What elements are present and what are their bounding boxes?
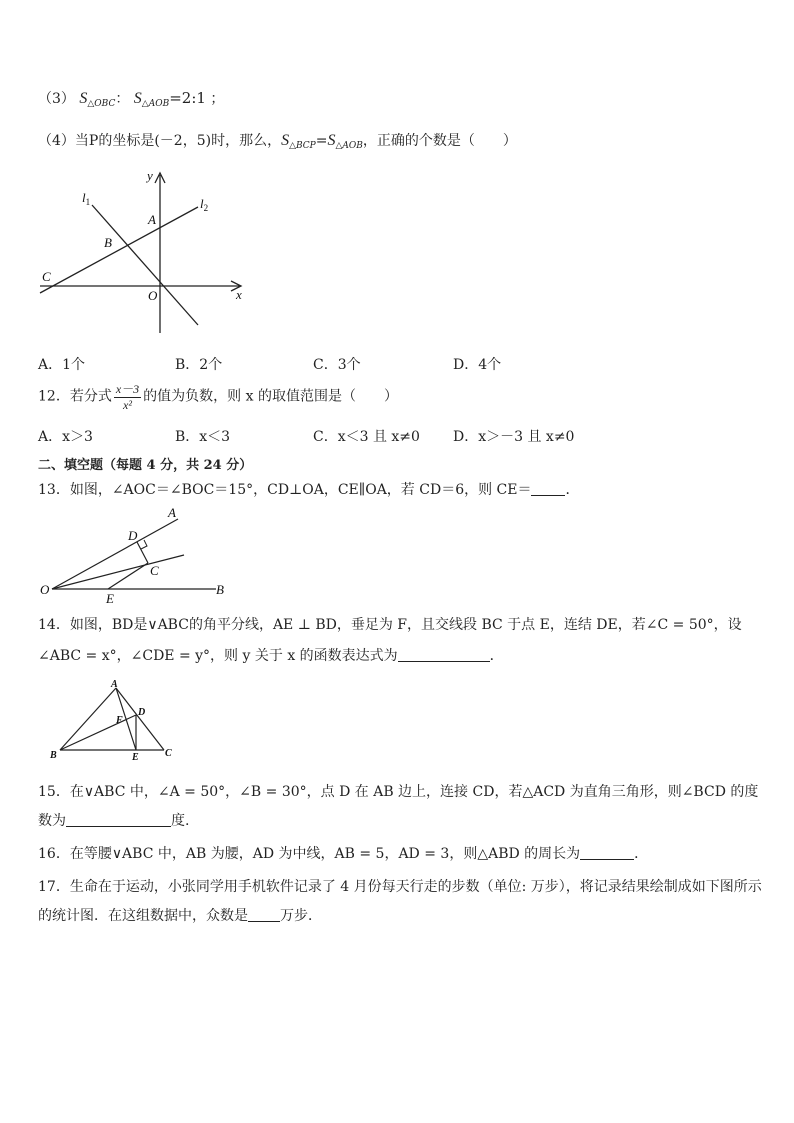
q11-coordinate-figure [30,165,260,340]
segment-BD [60,715,136,750]
label-y: y [147,168,153,183]
q12-option-d[interactable]: D．x＞－3 且 x≠0 [453,429,575,445]
q12-option-c[interactable]: C．x＜3 且 x≠0 [313,429,420,445]
label-C: C [42,269,51,284]
label-C: C [150,563,159,578]
q13-angle-figure [38,505,238,605]
statement-4: （4）当P的坐标是(－2，5)时，那么，$S_{\triangle BCP}=S_{\triangle AOB}$，正确的个数是（ ） [38,132,517,151]
q13-text: 13．如图，∠AOC＝∠BOC＝15°，CD⊥OA，CE∥OA，若 CD＝6，则 CE＝ ． [38,482,580,498]
q16-answer-blank[interactable] [580,847,634,860]
q11-option-a[interactable]: A．1个 [38,357,86,373]
q13-answer-blank[interactable] [531,483,565,496]
label-O: O [40,582,50,597]
q12-option-b[interactable]: B．x＜3 [175,429,231,445]
label-F: F [116,715,123,726]
ray-OA [52,519,178,589]
label-B: B [216,582,224,597]
q14-text-line2: ∠ABC = x°，∠CDE = y°，则 y 关于 x 的函数表达式为 ． [38,648,504,664]
label-B: B [50,750,57,761]
label-A: A [111,679,118,690]
line-l2 [40,207,198,293]
label-D: D [138,707,146,718]
statement-3: （3） $S_{\triangle OBC}$： $S_{\triangle AOB}=2:1$ ； [38,89,225,109]
label-A: A [148,212,156,227]
q12-stem: 12．若分式 $\frac{x-3}{\text{x²}}$ 的值为负数，则 x 的取值范围是（ ） [38,382,398,412]
label-A: A [168,505,176,520]
label-l2: $l_2$ [200,196,209,213]
q15-text-line2: 数为 度. [38,813,190,829]
label-B: B [104,235,112,250]
label-l1: $l_1$ [82,190,91,207]
section-heading: 二、填空题（每题 4 分，共 24 分） [38,458,253,473]
q11-option-c[interactable]: C．3个 [313,357,361,373]
q12-fraction: $\frac{x-3}{\text{x²}}$ [115,382,140,412]
label-x: x [236,287,242,302]
q12-option-a[interactable]: A．x＞3 [38,429,93,445]
q17-text-line1: 17．生命在于运动，小张同学用手机软件记录了 4 月份每天行走的步数（单位: 万步），将记录结果绘制成如下图所示 [38,879,762,895]
q17-text-line2: 的统计图．在这组数据中，众数是 万步． [38,908,322,924]
q14-triangle-figure [48,680,188,762]
ray-OC [52,555,184,589]
q16-text: 16．在等腰∨ABC 中，AB 为腰，AD 为中线，AB = 5，AD = 3，则△ABD 的周长为 ． [38,846,649,862]
q15-answer-blank[interactable] [66,814,171,827]
q14-answer-blank[interactable] [398,649,490,662]
line-l1 [92,205,198,325]
q11-option-d[interactable]: D．4个 [453,357,502,373]
side-AB [60,688,116,750]
q11-option-b[interactable]: B．2个 [175,357,223,373]
label-C: C [165,748,172,759]
segment-CE [108,563,148,589]
q15-text-line1: 15．在∨ABC 中，∠A = 50°，∠B = 30°，点 D 在 AB 边上，连接 CD，若△ACD 为直角三角形，则∠BCD 的度 [38,784,759,800]
q14-text-line1: 14．如图，BD是∨ABC的角平分线，AE ⊥ BD，垂足为 F，且交线段 BC 于点 E，连结 DE，若∠C = 50°，设 [38,617,742,633]
label-D: D [128,528,138,543]
side-AC [116,688,164,750]
q17-answer-blank[interactable] [248,909,280,922]
label-E: E [132,752,139,763]
label-O: O [148,288,158,303]
right-angle-mark-icon [141,540,147,549]
label-E: E [106,591,114,606]
